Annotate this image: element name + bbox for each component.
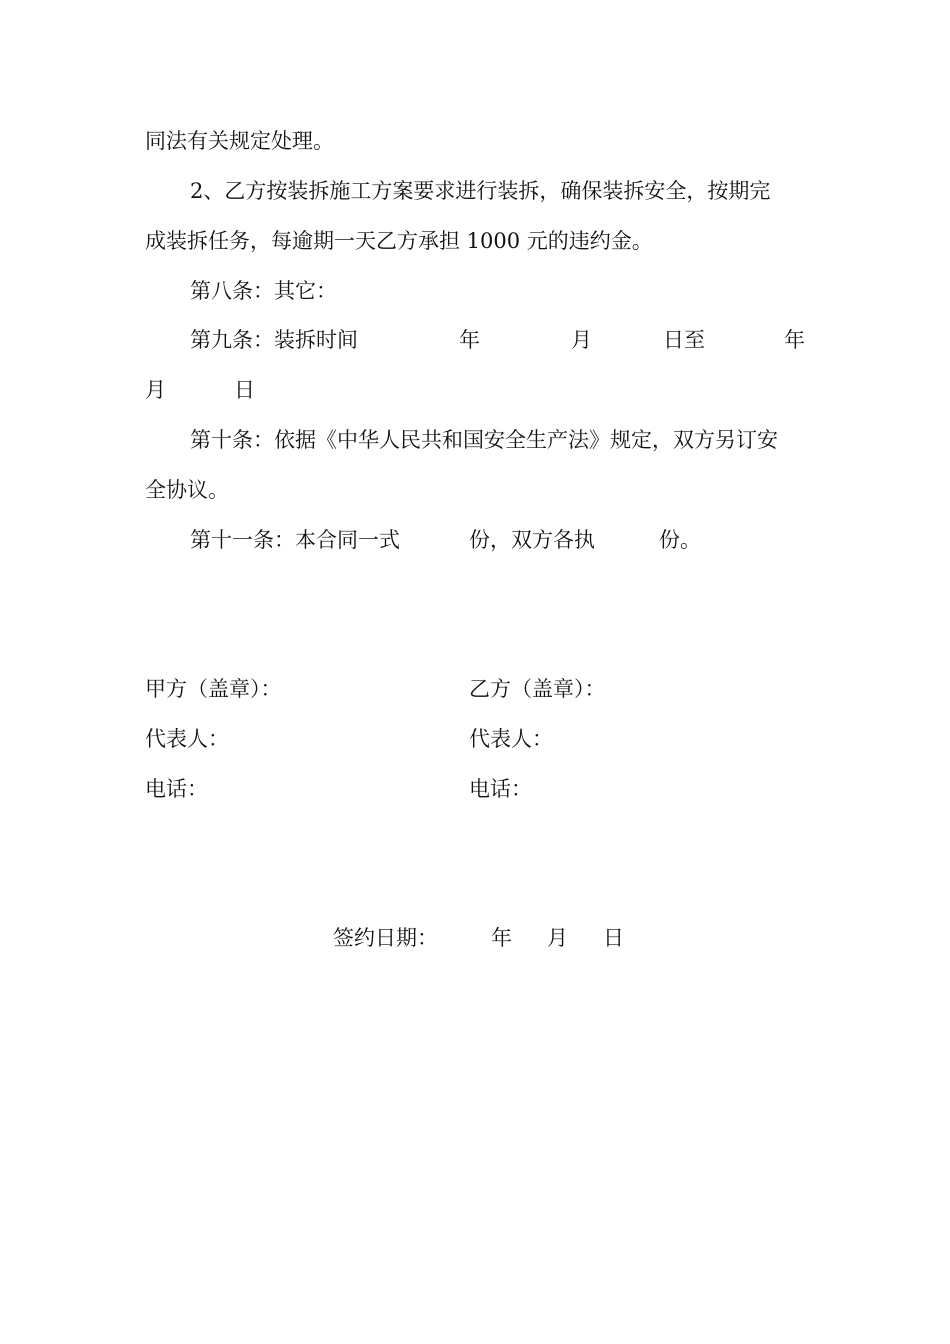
article-9-label: 第九条：装拆时间 [190, 328, 358, 352]
article-10-line-2: 全协议。 [145, 478, 229, 502]
article-9-month-1: 月 [571, 328, 592, 352]
party-b-seal: 乙方（盖章）： [469, 677, 606, 701]
party-a-representative: 代表人： [145, 727, 229, 751]
item-2-line-2: 成装拆任务，每逾期一天乙方承担 1000 元的违约金。 [145, 229, 653, 253]
party-a-seal: 甲方（盖章）： [145, 677, 282, 701]
article-10-line-1: 第十条：依据《中华人民共和国安全生产法》规定，双方另订安 [190, 428, 778, 452]
article-9-year-1: 年 [459, 328, 480, 352]
article-11-part-1: 第十一条：本合同一式 [190, 528, 400, 552]
sign-date-month: 月 [547, 926, 568, 950]
party-b-phone: 电话： [469, 777, 532, 801]
article-9-month-2: 月 [145, 378, 166, 402]
sign-date-year: 年 [491, 926, 512, 950]
sign-date-day: 日 [603, 926, 624, 950]
article-11-part-2: 份，双方各执 [469, 528, 595, 552]
article-11-part-3: 份。 [659, 528, 701, 552]
article-9-day-2: 日 [234, 378, 255, 402]
article-8: 第八条：其它： [190, 279, 337, 303]
clause-continuation: 同法有关规定处理。 [145, 129, 334, 153]
party-a-phone: 电话： [145, 777, 208, 801]
item-2-line-1: 2、乙方按装拆施工方案要求进行装拆，确保装拆安全，按期完 [190, 179, 771, 203]
article-9-year-2: 年 [784, 328, 805, 352]
sign-date-label: 签约日期： [333, 926, 438, 950]
article-9-day-to: 日至 [663, 328, 705, 352]
party-b-representative: 代表人： [469, 727, 553, 751]
